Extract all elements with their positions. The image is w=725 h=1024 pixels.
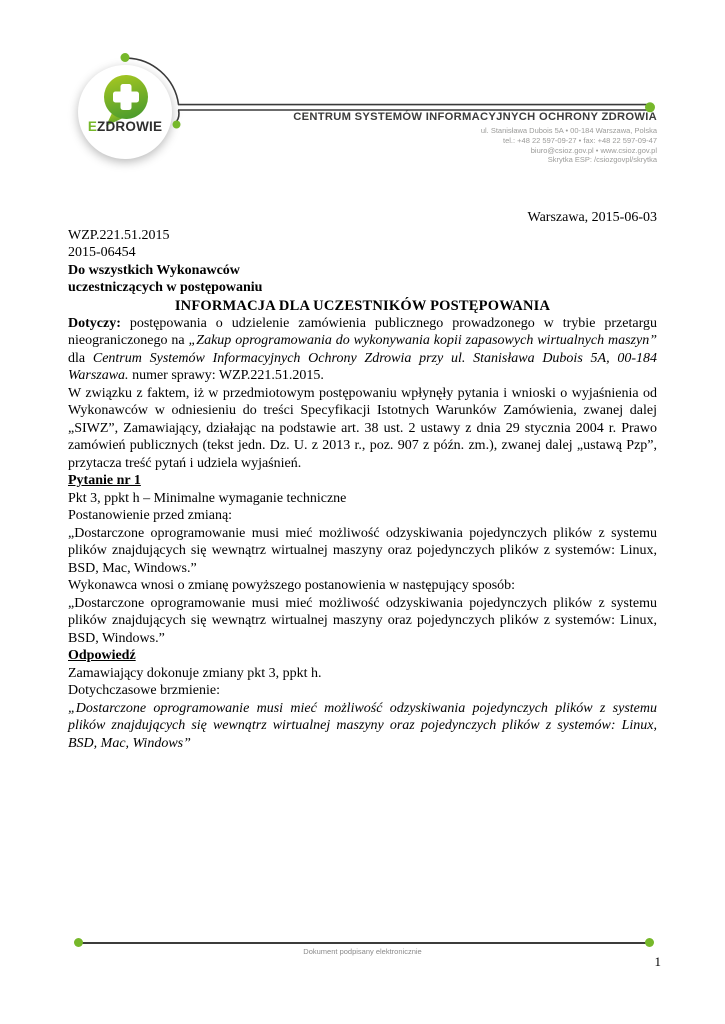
- footer-green-dot-left: [74, 938, 83, 947]
- address-line: tel.: +48 22 597-09-27 • fax: +48 22 597-09-47: [503, 135, 657, 145]
- brand-rest: ZDROWIE: [97, 119, 163, 134]
- page-number: 1: [654, 954, 661, 969]
- letter-title: INFORMACJA DLA UCZESTNIKÓW POSTĘPOWANIA: [174, 297, 551, 314]
- place-date: Warszawa, 2015-06-03: [527, 210, 657, 225]
- org-address: [293, 126, 657, 165]
- letterhead: [0, 0, 725, 190]
- current-wording-label: Dotychczasowe brzmienie:: [68, 683, 220, 698]
- current-wording-quote: „Dostarczone oprogramowanie musi mieć możliwość odzyskiwania pojedynczych plików z systemu plików znajdujących się wewnątrz wirtualnej maszyny oraz pojedynczych plików z systemów: Linux, BSD, Mac, Windows”: [68, 700, 657, 751]
- address-line: ul. Stanisława Dubois 5A • 00-184 Warszawa, Polska: [480, 126, 657, 135]
- case-number: WZP.221.51.2015: [68, 227, 170, 243]
- address-line: Skrytka ESP: /csiozgovpl/skrytka: [547, 155, 657, 165]
- answer-heading: Odpowiedź: [68, 648, 136, 663]
- org-block: [293, 111, 657, 165]
- green-dot-top: [121, 53, 130, 62]
- change-request-line: Wykonawca wnosi o zmianę powyższego postanowienia w następujący sposób:: [68, 578, 516, 593]
- brand-letter-e: E: [87, 119, 98, 134]
- paragraph-dotyczy: Dotyczy: postępowania o udzielenie zamówienia publicznego prowadzonego w trybie przetargu nieograniczonego na „Zakup oprogramowania do wykonywania kopii zapasowych wirtualnych maszyn” dla Centrum Systemów Informacyjnych Ochrony Zdrowia przy ul. Stanisława Dubois 5A, 00-184 Warszawa. numer sprawy: WZP.221.51.2015.: [68, 315, 657, 383]
- org-name: CENTRUM SYSTEMÓW INFORMACYJNYCH OCHRONY ZDROWIA: [293, 111, 657, 123]
- addressee-line: uczestniczących w postępowaniu: [68, 280, 263, 295]
- paragraph-intro: W związku z faktem, iż w przedmiotowym postępowaniu wpłynęły pytania i wnioski o wyjaśnienia od Wykonawców w odniesieniu do treści Specyfikacji Istotnych Warunków Zamówienia, zwanej dalej „SIWZ”, Zamawiający, działając na podstawie art. 38 ust. 2 ustawy z dnia 29 stycznia 2004 r. Prawo zamówień publicznych (tekst jedn. Dz. U. z 2013 r., poz. 907 z późn. zm.), zwanej dalej „ustawą Pzp”, przytacza treść pytań i udziela wyjaśnień.: [68, 385, 657, 471]
- letter-body: [68, 209, 657, 752]
- footer-divider-line: [79, 942, 649, 944]
- question-subject: Pkt 3, ppkt h – Minimalne wymaganie techniczne: [68, 490, 347, 506]
- question-heading: Pytanie nr 1: [68, 473, 141, 488]
- ezdrowie-wordmark: [60, 119, 190, 134]
- answer-text: Zamawiający dokonuje zmiany pkt 3, ppkt h.: [68, 665, 322, 681]
- doc-number: 2015-06454: [68, 245, 136, 260]
- address-line: biuro@csioz.gov.pl • www.csioz.gov.pl: [530, 145, 657, 155]
- footer-green-dot-right: [645, 938, 654, 947]
- addressee-block: [68, 262, 657, 297]
- before-change-label: Postanowienie przed zmianą:: [68, 508, 233, 523]
- addressee-line: Do wszystkich Wykonawców: [68, 262, 240, 278]
- quote-before-change: „Dostarczone oprogramowanie musi mieć możliwość odzyskiwania pojedynczych plików z systemu plików znajdujących się wewnątrz wirtualnej maszyny oraz pojedynczych plików z systemów: Linux, BSD, Mac, Windows.”: [68, 525, 657, 576]
- quote-proposed-change: „Dostarczone oprogramowanie musi mieć możliwość odzyskiwania pojedynczych plików z systemu plików znajdujących się wewnątrz wirtualnej maszyny oraz pojedynczych plików z systemów: Linux, BSD, Windows.”: [68, 595, 657, 646]
- signed-electronically-note: Dokument podpisany elektronicznie: [303, 947, 422, 956]
